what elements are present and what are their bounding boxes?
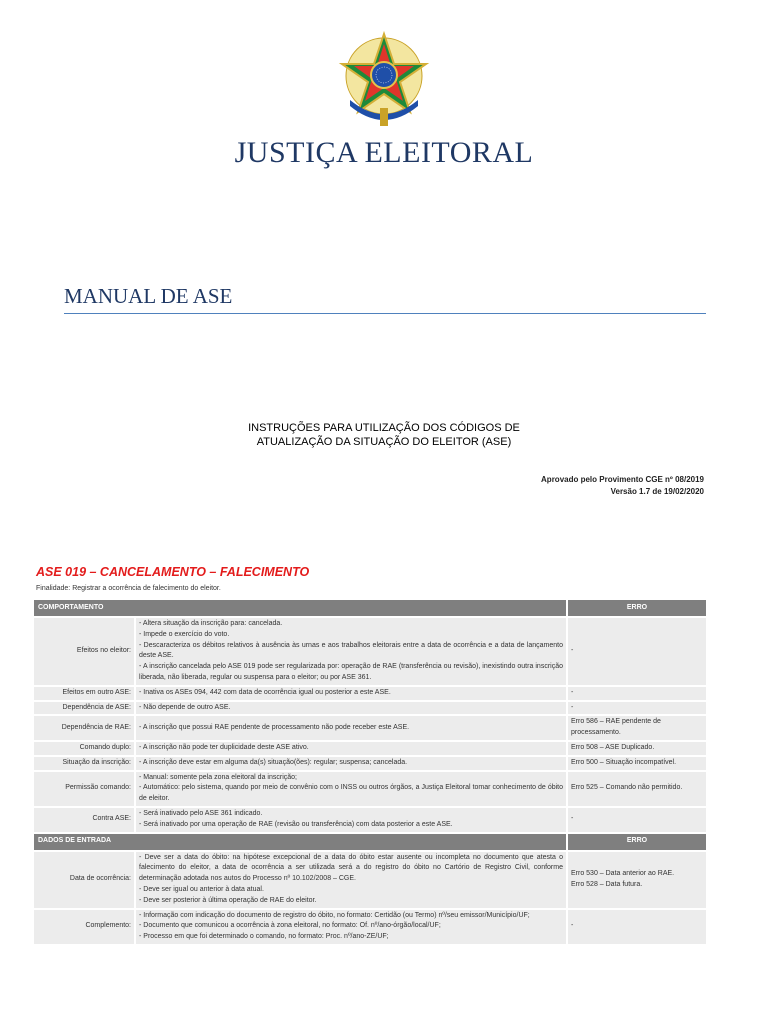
description-line: - Descaracteriza os débitos relativos à ausência às urnas e aos trabalhos eleitorais entre a data de ocorrência e a data de lançamento deste ASE.: [139, 641, 563, 660]
version-line: Versão 1.7 de 19/02/2020: [610, 487, 704, 496]
error-line: -: [571, 688, 574, 696]
row-description: [136, 742, 566, 755]
description-line: - Será inativado pelo ASE 361 indicado.: [139, 809, 263, 817]
row-label: Data de ocorrência:: [34, 852, 134, 908]
row-description: [136, 716, 566, 740]
ase-table: [32, 598, 708, 946]
section-purpose: Finalidade: Registrar a ocorrência de falecimento do eleitor.: [36, 585, 221, 592]
description-line: - Informação com indicação do documento de registro do óbito, no formato: Certidão (ou Termo) nº/seu emissor/Município/UF;: [139, 911, 530, 919]
description-line: - A inscrição cancelada pelo ASE 019 pode ser regularizada por: operação de RAE (transferência ou revisão), inexistindo outra inscrição liberada, não liberada, regular ou suspensa para o eleitor; ou por ASE 361.: [139, 663, 563, 681]
description-line: - A inscrição não pode ter duplicidade deste ASE ativo.: [139, 743, 309, 751]
table-row: [34, 852, 706, 908]
description-line: - Inativa os ASEs 094, 442 com data de ocorrência igual ou posterior a este ASE.: [139, 688, 391, 696]
erro-header: ERRO: [568, 600, 706, 616]
description-line: - Manual: somente pela zona eleitoral da inscrição;: [139, 773, 297, 781]
table-row: [34, 772, 706, 806]
row-label: Efeitos no eleitor:: [34, 618, 134, 685]
approval-line: Aprovado pelo Provimento CGE nº 08/2019: [541, 475, 704, 484]
table-row: [34, 742, 706, 755]
description-line: - A inscrição deve estar em alguma da(s) situação(ões): regular; suspensa; cancelada.: [139, 758, 408, 766]
error-line: -: [571, 815, 574, 823]
description-line: - Deve ser a data do óbito: na hipótese excepcional de a data do óbito estar ausente ou incompleta no documento que atesta o falecimento do eleitor, a data de ocorrência a ser utilizada será a do registro do óbito no Cartório de Registro Civil, conforme determinação adotada nos autos do Processo nº 10.102/2008 – CGE.: [139, 853, 563, 883]
row-error: [568, 702, 706, 715]
error-line: Erro 530 – Data anterior ao RAE.: [571, 869, 675, 877]
table-row: [34, 757, 706, 770]
row-error: [568, 716, 706, 740]
error-line: Erro 500 – Situação incompatível.: [571, 758, 677, 766]
row-error: [568, 757, 706, 770]
row-error: [568, 852, 706, 908]
row-description: [136, 852, 566, 908]
row-label: Contra ASE:: [34, 808, 134, 832]
comportamento-header-row: [34, 600, 706, 616]
description-line: - Não depende de outro ASE.: [139, 703, 231, 711]
table-row: [34, 808, 706, 832]
description-line: - Processo em que foi determinado o comando, no formato: Proc. nº/ano-ZE/UF;: [139, 933, 389, 941]
instructions-line: INSTRUÇÕES PARA UTILIZAÇÃO DOS CÓDIGOS DE: [248, 422, 520, 434]
row-error: [568, 687, 706, 700]
description-line: - Documento que comunicou a ocorrência à zona eleitoral, no formato: Of. nº/ano-órgão/local/UF;: [139, 922, 441, 930]
row-label: Dependência de RAE:: [34, 716, 134, 740]
table-row: [34, 702, 706, 715]
main-title: JUSTIÇA ELEITORAL: [234, 136, 534, 169]
row-label: Permissão comando:: [34, 772, 134, 806]
comportamento-header: COMPORTAMENTO: [34, 600, 566, 616]
table-row: [34, 618, 706, 685]
description-line: - Impede o exercício do voto.: [139, 630, 230, 638]
row-description: [136, 687, 566, 700]
row-error: [568, 618, 706, 685]
row-label: Complemento:: [34, 910, 134, 944]
row-label: Situação da inscrição:: [34, 757, 134, 770]
row-description: [136, 808, 566, 832]
description-line: - Automático: pelo sistema, quando por meio de convênio com o INSS ou outros órgãos, a Justiça Eleitoral tomar conhecimento de óbito de eleitor.: [139, 784, 563, 803]
ase-table-body: [34, 600, 706, 944]
dados-de-entrada-header: DADOS DE ENTRADA: [34, 834, 566, 850]
section-title: ASE 019 – CANCELAMENTO – FALECIMENTO: [36, 565, 310, 579]
description-line: - Deve ser igual ou anterior à data atual.: [139, 885, 264, 893]
erro-header: ERRO: [568, 834, 706, 850]
description-line: - Deve ser posterior à última operação de RAE do eleitor.: [139, 896, 317, 904]
row-description: [136, 910, 566, 944]
description-line: - A inscrição que possui RAE pendente de processamento não pode receber este ASE.: [139, 723, 410, 731]
instructions-line: ATUALIZAÇÃO DA SITUAÇÃO DO ELEITOR (ASE): [256, 436, 512, 448]
approval-info: [541, 474, 704, 498]
instructions-heading: [0, 421, 768, 449]
row-error: [568, 808, 706, 832]
table-row: [34, 716, 706, 740]
row-label: Comando duplo:: [34, 742, 134, 755]
row-error: [568, 910, 706, 944]
error-line: Erro 528 – Data futura.: [571, 880, 643, 888]
row-label: Dependência de ASE:: [34, 702, 134, 715]
row-label: Efeitos em outro ASE:: [34, 687, 134, 700]
dados-de-entrada-header-row: [34, 834, 706, 850]
error-line: -: [571, 922, 574, 930]
row-description: [136, 772, 566, 806]
row-error: [568, 742, 706, 755]
row-description: [136, 757, 566, 770]
description-line: - Altera situação da inscrição para: cancelada.: [139, 620, 283, 627]
description-line: - Será inativado por uma operação de RAE (revisão ou transferência) com data posterior a este ASE.: [139, 820, 453, 828]
row-description: [136, 618, 566, 685]
title-divider: [64, 313, 706, 314]
error-line: Erro 525 – Comando não permitido.: [571, 784, 683, 792]
brasao-da-republica-emblem: [336, 30, 432, 130]
manual-title: MANUAL DE ASE: [64, 284, 233, 308]
row-description: [136, 702, 566, 715]
table-row: [34, 910, 706, 944]
error-line: Erro 586 – RAE pendente de processamento.: [571, 718, 661, 737]
table-row: [34, 687, 706, 700]
error-line: -: [571, 646, 574, 654]
error-line: -: [571, 703, 574, 711]
row-error: [568, 772, 706, 806]
error-line: Erro 508 – ASE Duplicado.: [571, 743, 655, 751]
